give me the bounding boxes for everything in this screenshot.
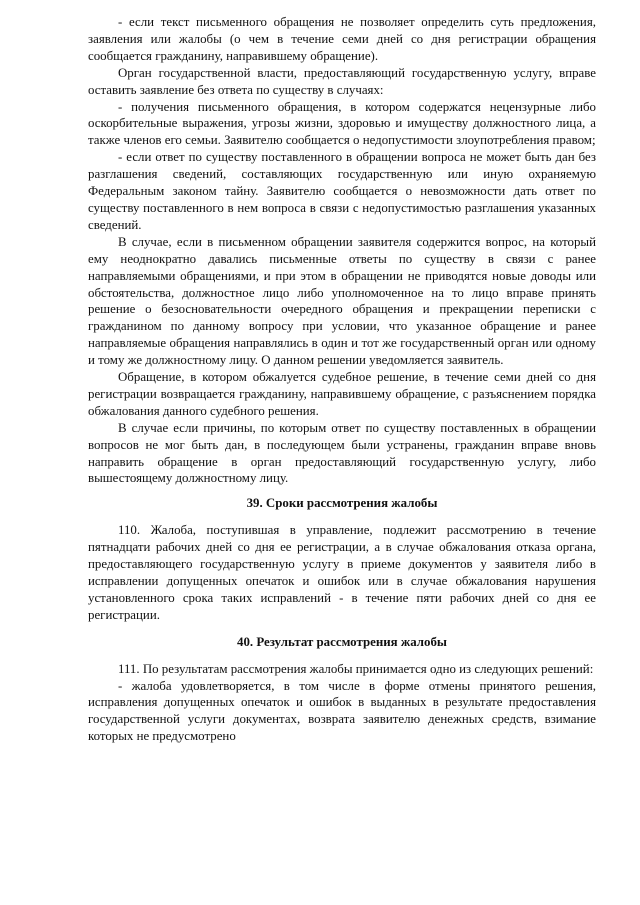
paragraph-missing-essence: - если текст письменного обращения не позволяет определить суть предложения, заявления или жалобы (о чем в течение семи дней со дня регистрации обращения сообщается гражданину, направившему обращение). xyxy=(88,15,596,63)
paragraph-authority-right: Орган государственной власти, предоставляющий государственную услугу, вправе оставить заявление без ответа по существу в случаях: xyxy=(88,65,596,97)
paragraph-court-decision: Обращение, в котором обжалуется судебное решение, в течение семи дней со дня регистрации возвращается гражданину, направившему обращение, с разъяснением порядка обжалования данного судебного решения. xyxy=(88,370,596,418)
section-heading-39: 39. Сроки рассмотрения жалобы xyxy=(246,496,438,511)
section-heading-40: 40. Результат рассмотрения жалобы xyxy=(237,634,447,649)
paragraph-repeated-appeal: В случае, если в письменном обращении заявителя содержится вопрос, на который ему неоднократно давались письменные ответы по существу в связи с ранее направляемыми обращениями, и при этом в обращении не приводятся новые доводы или обстоятельства, должностное лицо либо уполномоченное на то лицо вправе принять решение о безосновательности очередного обращения и прекращении переписки с гражданином по данному вопросу при условии, что указанное обращение и ранее направляемые обращения направлялись в один и тот же государственный орган или одному и тому же должностному лицу. О данном решении уведомляется заявитель. xyxy=(88,234,596,368)
paragraph-state-secret: - если ответ по существу поставленного в обращении вопроса не может быть дан без разглашения сведений, составляющих государственную или иную охраняемую Федеральным законом тайну. Заявителю сообщается о невозможности дать ответ по существу поставленного в нем вопроса в связи с недопустимостью разглашения указанных сведений. xyxy=(88,150,596,232)
paragraph-causes-removed: В случае если причины, по которым ответ по существу поставленных в обращении вопросов не мог быть дан, в последующем были устранены, гражданин вправе вновь направить обращение в орган предоставляющий государственную услугу, либо вышестоящему должностному лицу. xyxy=(88,420,596,486)
paragraph-110: 110. Жалоба, поступившая в управление, подлежит рассмотрению в течение пятнадцати рабочих дней со дня ее регистрации, а в случае обжалования отказа органа, предоставляющего государственную услугу в приеме документов у заявителя либо в исправлении допущенных опечаток и ошибок или в случае обжалования нарушения установленного срока таких исправлений - в течение пяти рабочих дней со дня ее регистрации. xyxy=(88,523,596,622)
paragraph-obscene-content: - получения письменного обращения, в котором содержатся нецензурные либо оскорбительные выражения, угрозы жизни, здоровью и имуществу должностного лица, а также членов его семьи. Заявителю сообщается о недопустимости злоупотребления правом; xyxy=(88,99,596,148)
paragraph-111: 111. По результатам рассмотрения жалобы принимается одно из следующих решений: xyxy=(118,661,594,676)
paragraph-111-item-satisfied: - жалоба удовлетворяется, в том числе в форме отмены принятого решения, исправления допущенных опечаток и ошибок в выданных в результате предоставления государственной услуги документах, возврата заявителю денежных средств, взимание которых не предусмотрено xyxy=(88,678,596,744)
document-page xyxy=(88,14,596,898)
